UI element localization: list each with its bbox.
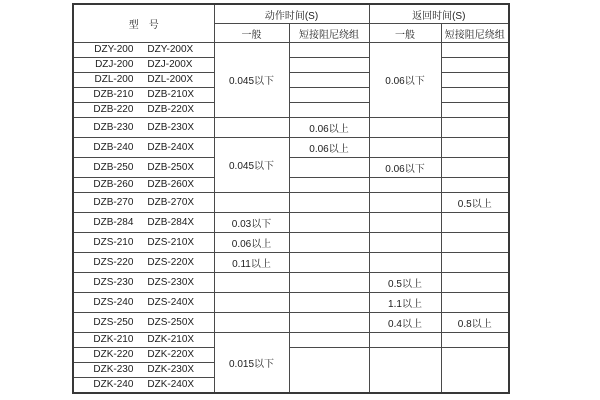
return-damping-cell: [441, 87, 509, 102]
model-name-x: DZS-220X: [147, 256, 195, 268]
return-damping-cell: [441, 43, 509, 58]
return-general-cell: [369, 212, 441, 232]
model-cell: [73, 102, 214, 117]
model-name-x: DZB-270X: [147, 196, 195, 208]
model-name-x: DZB-250X: [147, 161, 195, 173]
model-cell: [73, 292, 214, 312]
header-model: 型 号: [73, 4, 214, 43]
model-cell: [73, 272, 214, 292]
model-name-x: DZS-210X: [147, 236, 195, 248]
model-name: DZS-220: [93, 256, 134, 268]
model-cell: [73, 177, 214, 192]
model-cell: [73, 362, 214, 377]
model-name: DZB-270: [93, 196, 134, 208]
action-damping-cell: [289, 57, 369, 72]
model-cell: [73, 137, 214, 157]
model-name: DZB-260: [93, 179, 134, 191]
model-name-x: DZB-240X: [147, 141, 195, 153]
model-name: DZB-284: [93, 216, 134, 228]
model-cell: [73, 232, 214, 252]
model-name-x: DZL-200X: [147, 74, 193, 86]
return-damping-cell: 0.8以上: [441, 312, 509, 332]
action-general-cell: [214, 292, 289, 312]
model-name-x: DZS-240X: [147, 296, 195, 308]
return-general-cell: 0.5以上: [369, 272, 441, 292]
model-name: DZJ-200: [95, 59, 134, 71]
action-general-cell: [214, 192, 289, 212]
model-cell: [73, 87, 214, 102]
model-cell: [73, 157, 214, 177]
model-name-x: DZB-210X: [147, 89, 195, 101]
action-damping-cell: [289, 347, 369, 393]
return-general-cell: [369, 232, 441, 252]
action-damping-cell: [289, 292, 369, 312]
action-general-cell: 0.015以下: [214, 332, 289, 393]
model-cell: [73, 252, 214, 272]
action-damping-cell: [289, 192, 369, 212]
model-cell: [73, 332, 214, 347]
model-cell: [73, 377, 214, 393]
return-damping-cell: [441, 212, 509, 232]
return-damping-cell: [441, 272, 509, 292]
action-damping-cell: [289, 43, 369, 58]
return-general-cell: [369, 252, 441, 272]
action-damping-cell: 0.06以上: [289, 137, 369, 157]
model-name: DZK-210: [93, 334, 134, 346]
model-cell: [73, 347, 214, 362]
action-general-cell: [214, 272, 289, 292]
return-damping-cell: [441, 72, 509, 87]
model-name-x: DZY-200X: [147, 44, 194, 56]
model-cell: [73, 57, 214, 72]
action-damping-cell: [289, 87, 369, 102]
return-damping-cell: [441, 117, 509, 137]
action-general-cell: 0.045以下: [214, 43, 289, 118]
model-name: DZB-210: [93, 89, 134, 101]
return-damping-cell: [441, 252, 509, 272]
action-general-cell: 0.06以上: [214, 232, 289, 252]
model-name: DZB-250: [93, 161, 134, 173]
model-cell: [73, 312, 214, 332]
model-name-x: DZK-220X: [147, 349, 195, 361]
return-general-cell: [369, 137, 441, 157]
action-damping-cell: [289, 157, 369, 177]
model-name-x: DZB-230X: [147, 121, 195, 133]
model-name: DZS-250: [93, 316, 134, 328]
model-name-x: DZK-210X: [147, 334, 195, 346]
model-name: DZY-200: [94, 44, 134, 56]
action-general-cell: [214, 312, 289, 332]
action-damping-cell: [289, 252, 369, 272]
model-name-x: DZJ-200X: [147, 59, 193, 71]
action-damping-cell: [289, 272, 369, 292]
model-name-x: DZK-230X: [147, 364, 195, 376]
action-general-cell: 0.11以上: [214, 252, 289, 272]
model-cell: [73, 117, 214, 137]
action-damping-cell: 0.06以上: [289, 117, 369, 137]
header-action-time: 动作时间(S): [214, 4, 369, 24]
model-name: DZK-220: [93, 349, 134, 361]
return-general-cell: [369, 332, 441, 347]
return-general-cell: 0.4以上: [369, 312, 441, 332]
model-name-x: DZS-250X: [147, 316, 195, 328]
return-damping-cell: [441, 332, 509, 347]
return-damping-cell: [441, 57, 509, 72]
return-general-cell: [369, 177, 441, 192]
header-return-damping: 短接阻尼绕组: [441, 24, 509, 43]
model-name: DZB-230: [93, 121, 134, 133]
action-damping-cell: [289, 177, 369, 192]
return-damping-cell: [441, 177, 509, 192]
return-general-cell: [369, 347, 441, 393]
model-name-x: DZK-240X: [147, 379, 195, 391]
model-cell: [73, 192, 214, 212]
model-name-x: DZB-220X: [147, 104, 195, 116]
action-general-cell: 0.045以下: [214, 137, 289, 192]
model-name-x: DZB-284X: [147, 216, 195, 228]
action-damping-cell: [289, 102, 369, 117]
return-damping-cell: [441, 292, 509, 312]
action-damping-cell: [289, 212, 369, 232]
spec-table: [72, 3, 510, 394]
return-damping-cell: [441, 157, 509, 177]
model-name: DZS-240: [93, 296, 134, 308]
model-name: DZB-240: [93, 141, 134, 153]
return-damping-cell: [441, 102, 509, 117]
model-cell: [73, 72, 214, 87]
model-name: DZL-200: [94, 74, 134, 86]
model-name: DZS-210: [93, 236, 134, 248]
header-action-damping: 短接阻尼绕组: [289, 24, 369, 43]
action-damping-cell: [289, 72, 369, 87]
model-cell: [73, 212, 214, 232]
return-general-cell: [369, 117, 441, 137]
return-damping-cell: [441, 137, 509, 157]
header-return-general: 一般: [369, 24, 441, 43]
return-damping-cell: [441, 347, 509, 393]
model-name: DZS-230: [93, 276, 134, 288]
return-general-cell: 0.06以下: [369, 157, 441, 177]
return-damping-cell: 0.5以上: [441, 192, 509, 212]
model-name-x: DZS-230X: [147, 276, 195, 288]
action-damping-cell: [289, 232, 369, 252]
action-general-cell: 0.03以下: [214, 212, 289, 232]
return-general-cell: [369, 192, 441, 212]
return-damping-cell: [441, 232, 509, 252]
model-name: DZK-230: [93, 364, 134, 376]
return-general-cell: 0.06以下: [369, 43, 441, 118]
action-general-cell: [214, 117, 289, 137]
model-name: DZB-220: [93, 104, 134, 116]
action-damping-cell: [289, 312, 369, 332]
header-return-time: 返回时间(S): [369, 4, 509, 24]
model-name: DZK-240: [93, 379, 134, 391]
action-damping-cell: [289, 332, 369, 347]
model-cell: [73, 43, 214, 58]
return-general-cell: 1.1以上: [369, 292, 441, 312]
header-action-general: 一般: [214, 24, 289, 43]
model-name-x: DZB-260X: [147, 179, 195, 191]
